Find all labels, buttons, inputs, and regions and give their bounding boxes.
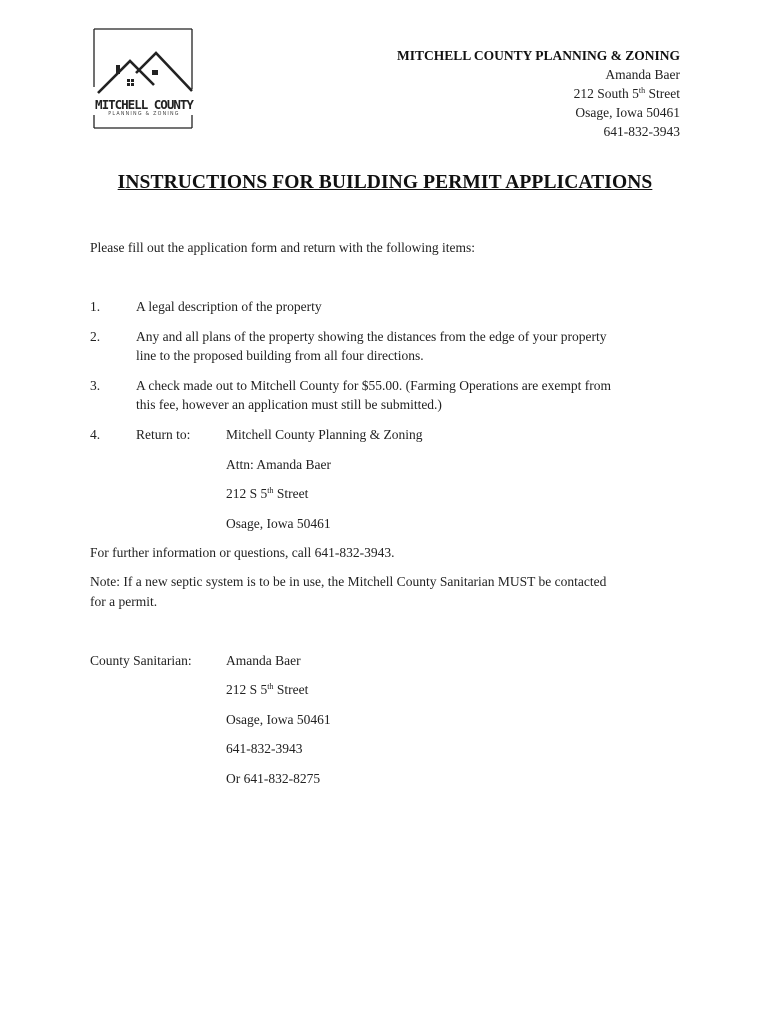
list-item-number: 1. bbox=[90, 299, 101, 314]
logo-tagline: PLANNING & ZONING bbox=[108, 112, 180, 117]
return-city: Osage, Iowa 50461 bbox=[226, 516, 331, 531]
list-item-text: Any and all plans of the property showing the distances from the edge of your property bbox=[136, 329, 607, 344]
sanitarian-name: Amanda Baer bbox=[226, 653, 301, 668]
mitchell-county-logo bbox=[92, 27, 196, 130]
document-title: INSTRUCTIONS FOR BUILDING PERMIT APPLICATIONS bbox=[117, 172, 653, 193]
list-item-text: this fee, however an application must still be submitted.) bbox=[136, 397, 442, 412]
list-item-text: A check made out to Mitchell County for $55.00. (Farming Operations are exempt from bbox=[136, 378, 612, 393]
header-phone: 641-832-3943 bbox=[603, 124, 680, 139]
return-street: 212 S 5th Street bbox=[226, 486, 309, 501]
further-info-text: For further information or questions, call 641-832-3943. bbox=[90, 545, 395, 560]
return-org: Mitchell County Planning & Zoning bbox=[226, 427, 423, 442]
header-address-block bbox=[300, 46, 680, 141]
list-item-number: 4. bbox=[90, 427, 101, 442]
return-to-label: Return to: bbox=[136, 427, 191, 442]
list-item-number: 2. bbox=[90, 329, 101, 344]
sanitarian-phone: 641-832-3943 bbox=[226, 741, 303, 756]
sanitarian-street: 212 S 5th Street bbox=[226, 682, 309, 697]
sanitarian-alt-phone: Or 641-832-8275 bbox=[226, 771, 321, 786]
sanitarian-city: Osage, Iowa 50461 bbox=[226, 712, 331, 727]
header-contact-name: Amanda Baer bbox=[605, 67, 680, 82]
intro-text: Please fill out the application form and return with the following items: bbox=[90, 240, 476, 255]
logo-name: MITCHELL COUNTY bbox=[95, 97, 193, 112]
header-city: Osage, Iowa 50461 bbox=[575, 105, 680, 120]
septic-note-line: for a permit. bbox=[90, 594, 158, 609]
list-item-number: 3. bbox=[90, 378, 101, 393]
septic-note-line: Note: If a new septic system is to be in use, the Mitchell County Sanitarian MUST be contacted bbox=[90, 574, 607, 589]
sanitarian-label: County Sanitarian: bbox=[90, 653, 192, 668]
list-item-text: A legal description of the property bbox=[136, 299, 322, 314]
header-org-name: MITCHELL COUNTY PLANNING & ZONING bbox=[396, 48, 680, 63]
header-street: 212 South 5th Street bbox=[573, 86, 680, 101]
return-attn: Attn: Amanda Baer bbox=[226, 457, 331, 472]
list-item-text: line to the proposed building from all four directions. bbox=[136, 348, 424, 363]
